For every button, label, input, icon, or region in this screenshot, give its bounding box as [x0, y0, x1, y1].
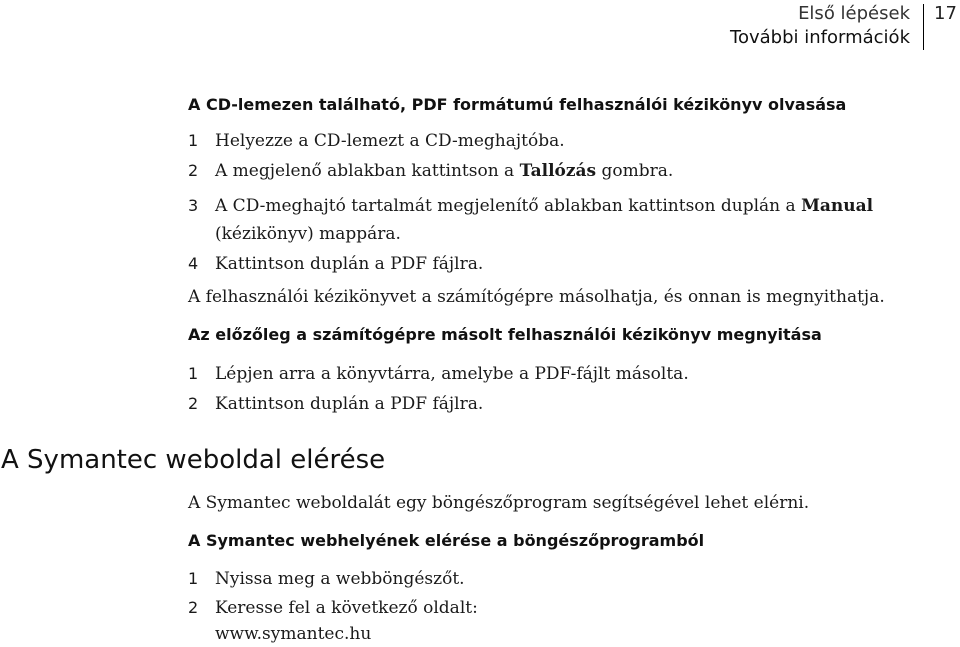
step-number: 1 [188, 364, 199, 383]
header-divider [923, 4, 924, 50]
step-text: Nyissa meg a webböngészőt. [215, 569, 465, 589]
step-text-part: A CD-meghajtó tartalmát megjelenítő ablakban kattintson duplán a [215, 196, 802, 216]
step-text [215, 193, 873, 219]
note-paragraph: A felhasználói kézikönyvet a számítógépre másolhatja, és onnan is megnyithatja. [188, 287, 885, 307]
step-text: Lépjen arra a könyvtárra, amelybe a PDF-fájlt másolta. [215, 364, 689, 384]
symantec-url: www.symantec.hu [215, 624, 372, 644]
step-text [215, 158, 673, 184]
step-text-part: gombra. [596, 161, 674, 181]
step-text: Kattintson duplán a PDF fájlra. [215, 254, 484, 274]
step-number: 1 [188, 131, 199, 150]
manual-folder-ref: Manual [801, 196, 874, 216]
running-head [730, 2, 910, 50]
step-number: 1 [188, 569, 199, 588]
step-text-part: A megjelenő ablakban kattintson a [215, 161, 520, 181]
page-number: 17 [934, 3, 957, 24]
step-text: Keresse fel a következő oldalt: [215, 598, 478, 618]
header-section: További információk [730, 27, 910, 48]
step-number: 4 [188, 254, 199, 273]
section3-title: A Symantec weboldal elérése [1, 445, 386, 475]
page-header [0, 0, 960, 60]
step-number: 2 [188, 598, 199, 617]
section3-heading: A Symantec webhelyének elérése a böngészőprogramból [188, 531, 705, 550]
step-number: 2 [188, 161, 199, 180]
step-number: 2 [188, 394, 199, 413]
step-text: (kézikönyv) mappára. [215, 224, 401, 244]
step-text: Helyezze a CD-lemezt a CD-meghajtóba. [215, 131, 565, 151]
intro-paragraph: A Symantec weboldalát egy böngészőprogram segítségével lehet elérni. [188, 493, 810, 513]
header-chapter: Első lépések [798, 3, 910, 24]
section1-heading: A CD-lemezen található, PDF formátumú felhasználói kézikönyv olvasása [188, 95, 847, 114]
step-number: 3 [188, 196, 199, 215]
step-text: Kattintson duplán a PDF fájlra. [215, 394, 484, 414]
tallozas-button-ref: Tallózás [519, 161, 597, 181]
section2-heading: Az előzőleg a számítógépre másolt felhasználói kézikönyv megnyitása [188, 325, 822, 344]
